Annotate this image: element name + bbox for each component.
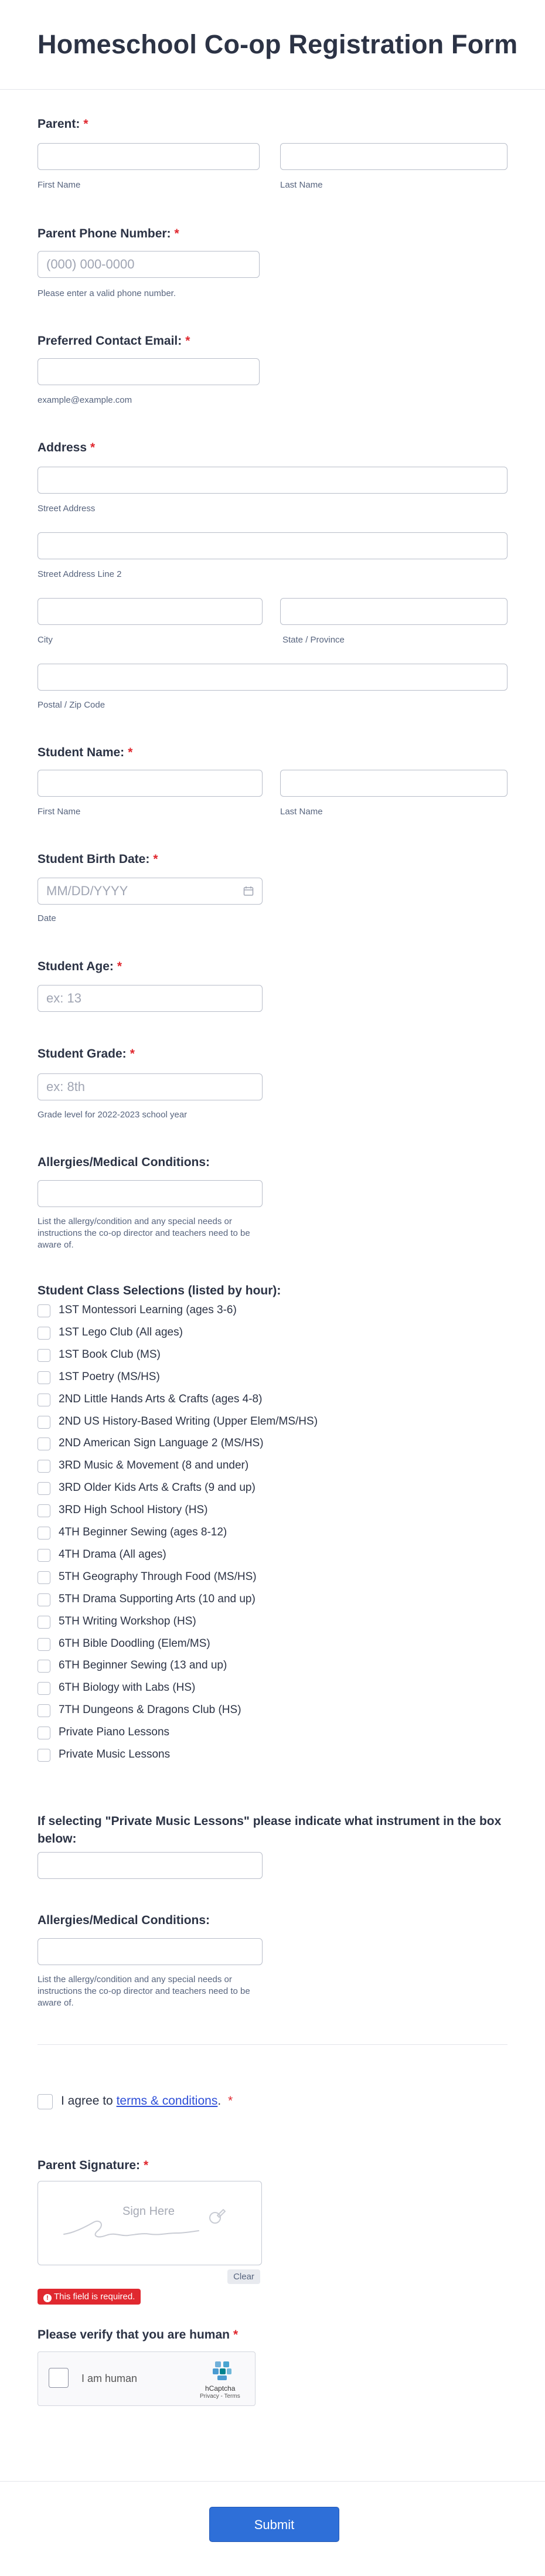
required-asterisk: *	[153, 852, 158, 866]
terms-label	[61, 2094, 233, 2108]
class-option-label: 7TH Dungeons & Dragons Club (HS)	[59, 1704, 241, 1716]
street-address-line2-input[interactable]	[38, 532, 507, 559]
class-option-label: 5TH Drama Supporting Arts (10 and up)	[59, 1593, 256, 1605]
class-option-checkbox[interactable]	[38, 1549, 50, 1562]
student-name-label	[38, 746, 132, 760]
class-option-checkbox[interactable]	[38, 1682, 50, 1695]
parent-last-name-sublabel: Last Name	[280, 180, 323, 190]
clear-signature-button[interactable]: Clear	[227, 2269, 260, 2284]
student-last-name-sublabel: Last Name	[280, 807, 323, 817]
age-placeholder: ex: 13	[46, 991, 81, 1005]
class-option-label: 2ND American Sign Language 2 (MS/HS)	[59, 1437, 264, 1449]
class-option-checkbox[interactable]	[38, 1504, 50, 1517]
state-input[interactable]	[280, 598, 507, 625]
class-option-checkbox[interactable]	[38, 1727, 50, 1739]
birth-date-input[interactable]	[38, 878, 263, 905]
signature-label	[38, 2159, 148, 2173]
zip-input[interactable]	[38, 664, 507, 691]
class-option-label: 3RD Music & Movement (8 and under)	[59, 1459, 249, 1471]
instrument-input[interactable]	[38, 1852, 263, 1879]
address-label-text: Address	[38, 441, 87, 454]
email-label	[38, 334, 190, 348]
parent-last-name-input[interactable]	[280, 143, 507, 170]
student-name-label-text: Student Name:	[38, 746, 125, 759]
phone-label-text: Parent Phone Number:	[38, 227, 171, 240]
captcha-checkbox-label: I am human	[81, 2373, 138, 2384]
captcha-widget	[38, 2351, 256, 2406]
class-option-label: 1ST Poetry (MS/HS)	[59, 1371, 160, 1383]
grade-label-text: Student Grade:	[38, 1047, 127, 1061]
class-option-checkbox[interactable]	[38, 1616, 50, 1629]
pen-icon	[206, 2206, 227, 2227]
signature-pad[interactable]	[38, 2181, 262, 2265]
allergies-2-label: Allergies/Medical Conditions:	[38, 1914, 210, 1927]
class-option-label: 6TH Beginner Sewing (13 and up)	[59, 1659, 227, 1671]
required-asterisk: *	[130, 1047, 135, 1061]
birth-date-label-text: Student Birth Date:	[38, 852, 150, 866]
class-option-checkbox[interactable]	[38, 1482, 50, 1495]
class-option-checkbox[interactable]	[38, 1593, 50, 1606]
age-input[interactable]	[38, 985, 263, 1012]
class-option-checkbox[interactable]	[38, 1460, 50, 1473]
class-option-checkbox[interactable]	[38, 1304, 50, 1317]
error-icon: !	[43, 2294, 52, 2302]
class-option-checkbox[interactable]	[38, 1638, 50, 1651]
class-option-checkbox[interactable]	[38, 1704, 50, 1717]
phone-sublabel: Please enter a valid phone number.	[38, 288, 176, 298]
required-asterisk: *	[128, 746, 133, 759]
email-label-text: Preferred Contact Email:	[38, 334, 182, 348]
class-option-label: 4TH Beginner Sewing (ages 8-12)	[59, 1526, 227, 1538]
form-title: Homeschool Co-op Registration Form	[38, 29, 518, 59]
class-option-checkbox[interactable]	[38, 1571, 50, 1584]
section-divider	[38, 2044, 507, 2045]
required-asterisk: *	[90, 441, 96, 454]
allergies-input[interactable]	[38, 1180, 263, 1207]
phone-label	[38, 227, 179, 241]
class-option-label: 3RD High School History (HS)	[59, 1504, 208, 1516]
street-address-line2-sublabel: Street Address Line 2	[38, 569, 122, 579]
required-asterisk: *	[185, 334, 190, 348]
grade-input[interactable]	[38, 1073, 263, 1100]
class-option-label: Private Music Lessons	[59, 1748, 171, 1761]
city-sublabel: City	[38, 635, 53, 645]
signature-label-text: Parent Signature:	[38, 2159, 141, 2172]
captcha-brand: hCaptcha	[205, 2384, 236, 2393]
captcha-checkbox[interactable]	[49, 2368, 69, 2388]
class-option-checkbox[interactable]	[38, 1416, 50, 1429]
terms-checkbox[interactable]	[38, 2094, 53, 2109]
class-option-label: 6TH Bible Doodling (Elem/MS)	[59, 1637, 210, 1650]
required-asterisk: *	[228, 2094, 233, 2108]
required-asterisk: *	[117, 960, 122, 973]
allergies-2-sublabel: List the allergy/condition and any special needs or instructions the co-op director and teachers need to be aware of.	[38, 1975, 250, 2008]
signature-error-text: This field is required.	[54, 2292, 135, 2302]
hcaptcha-logo-icon	[210, 2359, 234, 2383]
parent-label-text: Parent:	[38, 117, 80, 131]
allergies-label: Allergies/Medical Conditions:	[38, 1156, 210, 1169]
required-asterisk: *	[233, 2328, 239, 2341]
class-option-label: 6TH Biology with Labs (HS)	[59, 1681, 196, 1694]
captcha-label	[38, 2328, 238, 2342]
birth-date-label	[38, 852, 158, 866]
state-sublabel: State / Province	[282, 635, 345, 645]
class-option-label: Private Piano Lessons	[59, 1726, 170, 1738]
terms-link[interactable]: terms & conditions	[116, 2094, 218, 2108]
class-option-checkbox[interactable]	[38, 1394, 50, 1406]
required-asterisk: *	[83, 117, 88, 131]
class-option-label: 5TH Writing Workshop (HS)	[59, 1615, 196, 1627]
parent-label	[38, 117, 88, 131]
submit-button[interactable]: Submit	[209, 2507, 339, 2542]
address-label	[38, 441, 95, 455]
age-label-text: Student Age:	[38, 960, 114, 973]
class-option-label: 2ND Little Hands Arts & Crafts (ages 4-8)	[59, 1393, 263, 1405]
class-option-checkbox[interactable]	[38, 1371, 50, 1384]
class-option-label: 1ST Lego Club (All ages)	[59, 1326, 183, 1338]
class-option-checkbox[interactable]	[38, 1527, 50, 1540]
grade-sublabel: Grade level for 2022-2023 school year	[38, 1110, 188, 1120]
student-first-name-sublabel: First Name	[38, 807, 81, 817]
terms-suffix: .	[217, 2094, 222, 2108]
terms-prefix: I agree to	[61, 2094, 113, 2108]
allergies-2-input[interactable]	[38, 1938, 263, 1965]
class-option-checkbox[interactable]	[38, 1327, 50, 1340]
email-input[interactable]	[38, 358, 260, 385]
form-header	[0, 0, 545, 90]
class-option-label: 1ST Book Club (MS)	[59, 1348, 161, 1361]
class-option-label: 4TH Drama (All ages)	[59, 1548, 166, 1561]
birth-date-placeholder: MM/DD/YYYY	[46, 883, 128, 898]
class-selections-label: Student Class Selections (listed by hour):	[38, 1284, 281, 1297]
email-sublabel: example@example.com	[38, 395, 132, 405]
required-asterisk: *	[174, 227, 179, 240]
phone-placeholder: (000) 000-0000	[46, 257, 135, 271]
street-address-sublabel: Street Address	[38, 504, 96, 514]
allergies-sublabel: List the allergy/condition and any special needs or instructions the co-op director and teachers need to be aware of.	[38, 1216, 250, 1250]
age-label	[38, 960, 122, 974]
captcha-label-text: Please verify that you are human	[38, 2328, 230, 2341]
grade-label	[38, 1047, 135, 1061]
parent-first-name-sublabel: First Name	[38, 180, 81, 190]
class-option-label: 1ST Montessori Learning (ages 3-6)	[59, 1304, 237, 1316]
required-asterisk: *	[144, 2159, 149, 2172]
student-last-name-input[interactable]	[280, 770, 507, 797]
instrument-label: If selecting "Private Music Lessons" please indicate what instrument in the box below:	[38, 1814, 502, 1846]
zip-sublabel: Postal / Zip Code	[38, 700, 105, 710]
grade-placeholder: ex: 8th	[46, 1079, 86, 1094]
calendar-icon[interactable]	[243, 886, 254, 896]
street-address-input[interactable]	[38, 467, 507, 494]
signature-hint: Sign Here	[122, 2205, 175, 2218]
captcha-links[interactable]: Privacy - Terms	[200, 2393, 240, 2400]
class-option-label: 2ND US History-Based Writing (Upper Elem/MS/HS)	[59, 1415, 318, 1428]
city-input[interactable]	[38, 598, 263, 625]
signature-error	[38, 2289, 141, 2305]
class-option-checkbox[interactable]	[38, 1349, 50, 1362]
class-option-label: 5TH Geography Through Food (MS/HS)	[59, 1571, 257, 1583]
class-option-checkbox[interactable]	[38, 1437, 50, 1450]
birth-date-sublabel: Date	[38, 913, 56, 923]
class-option-checkbox[interactable]	[38, 1660, 50, 1673]
class-option-label: 3RD Older Kids Arts & Crafts (9 and up)	[59, 1481, 256, 1494]
phone-input[interactable]	[38, 251, 260, 278]
parent-first-name-input[interactable]	[38, 143, 260, 170]
student-first-name-input[interactable]	[38, 770, 263, 797]
class-option-checkbox[interactable]	[38, 1749, 50, 1762]
